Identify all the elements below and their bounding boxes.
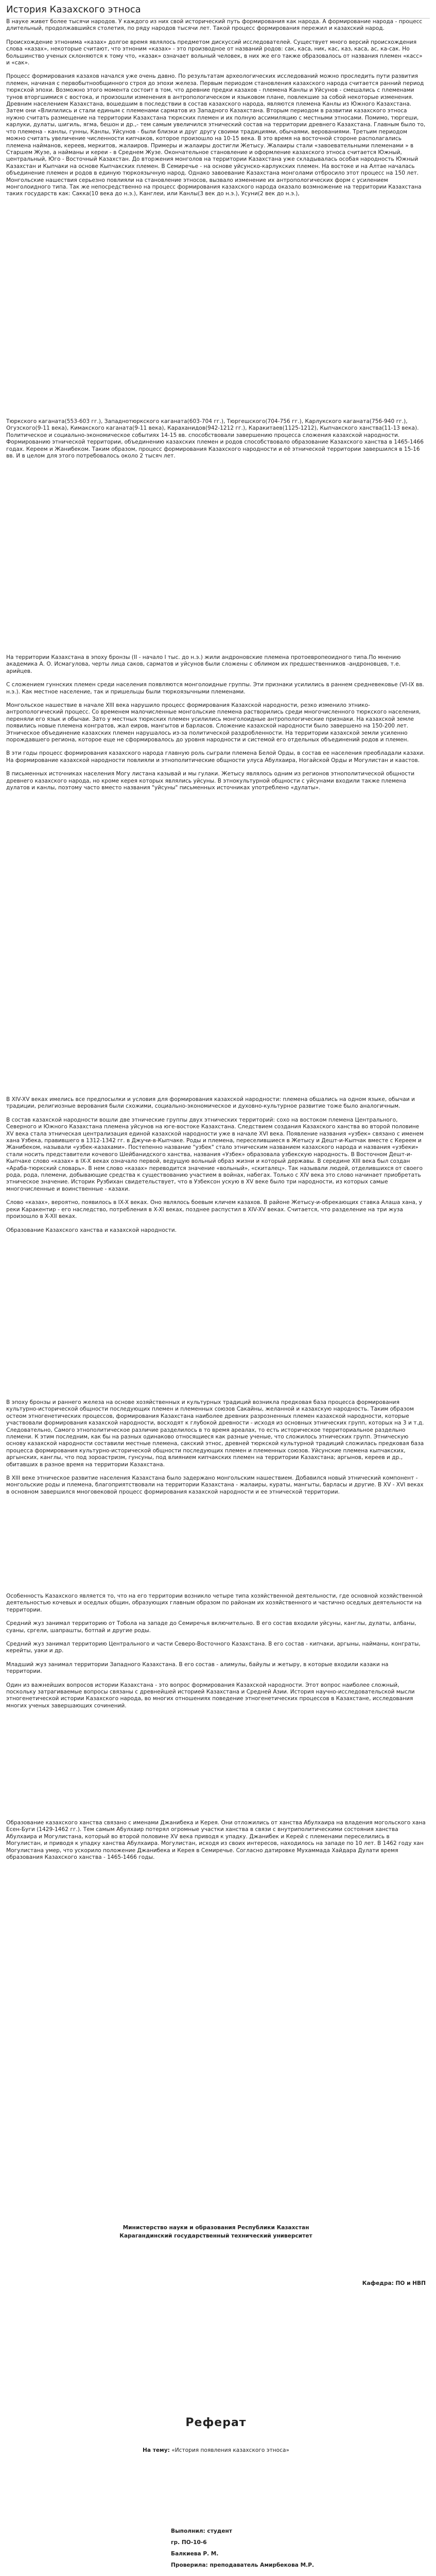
paragraph: Образование казахского ханства связано с именами Джанибека и Керея. Они отложились от ханства Абулхаира на владения могольского хана Есен-Буги (1429-1462 гг.). Тем самым Абулхаир потерял огромные участки ханства в связи с внутриполитическими состояния ханства Абулхаира и Могулистана, который во второй половине XV века приводя к упадку. Джанибек и Керей с племенами переселились в Могулистан, и приводя к упадку ханства Абулхаира. Могулистан, исходя из своих интересов, находилось на западе по 10 лет. В 1462 году хан Могулистана умер, что ускорило положение Джанибека и Керея в Семиречье. Согласно датировке Мухаммада Хайдара Дулати время образования Казахского ханства - 1465-1466 годы. <box>6 1820 426 1861</box>
paragraph: Процесс формирования казахов начался уже очень давно. По результатам археологических исследований можно проследить пути развития племен, начиная с первобытнообщинного строя до эпохи железа. Первым периодом становления казахского народа считается ранний период тюркской эпохи. Возможно этого момента состоит в том, что древние предки казахов - племена Канлы и Уйсунов - смешались с племенами тунов вторгшимися с востока, и произошли изменения в антропологическом и языковом плане, повлекшие за собой некоторые изменения. Древним населением Казахстана, вошедшим в последствии в состав казахского народа, являются племена Канлы из Южного Казахстана. Затем они «Влилились и стали единым с племенами сарматов из Западного Казахстана. Вторым периодом в развитии казахского этноса нужно считать размещение на территории Казахстана тюркских племен и их полную ассимиляцию с местными этносами. Помимо, тюргеши, карлуки, дулаты, шигиль, ягма, бешон и др.,- тем самым увеличился этнический состав на территории древнего Казахстана. Главным было то, что племена - канлы, гунны, Канлы, Уйсунов - были близки и друг другу своими традициями, обычаями, верованиями. Третьим периодом можно считать увеличение численности кипчаков, которое произошло на 10-15 века. В это время на восточной стороне располагались племена найманов, кереев, меркитов, жалаиров. Примеры и жалаиры достигли Жетысу. Жалаиры стали «завоевательными племенами » в Старшем Жузе, а найманы и кереи - в Среднем Жузе. Окончательное становление и оформление казахского этноса считается Южный, центральный, Юго - Восточный Казахстан. До вторжения монголов на территории Казахстана уже складывалась особая народность Южный Казахстан и Кыпчаки на основе Кыпчакских племен. В Семиречье - на основе уйсунско-карлукских племен. На востоке и на Алтае началась объединение племен и родов в единую тюркоязычную народ. Однако завоевание Казахстана монголами отбросило этот процесс на 150 лет. Монгольские нашествия серьезно повлияли на становление этносов, вызвало изменение их антропологических форм с усилением монголоидного типа. Так же непосредственно на процесс формирования казахского народа оказало возмножение на территории Казахстана таких государств как: Сакка(10 века до н.э.), Канглеи, или Канлы(3 век до н.э.), Усуни(2 век до н.э.), <box>6 73 426 197</box>
paragraph: Монгольское нашествие в начале XIII века нарушило процесс формирования Казахской народности, резко изменило этнико-антропологический процесс. Со временем малочисленные монгольские племена растворились среди многочисленного тюркского населения, переняли его язык и обычаи. Зато у местных тюркских племен усилились монголоидные антропологические признаки. На казахской земле появились новые племена конгратов, жал еиров, мангытов и барласов. Сложение казахской народности было завершено на 150-200 лет. Этническое объединение казахских племен нарушалось из-за политической раздробленности. На территории казахской земли усиленно порождавшего региона, которое еще не сформировалось до уровня народности и системой его отдельных объединений родов и племен. <box>6 702 421 743</box>
section-intro <box>6 19 426 205</box>
paragraph: Младший жуз занимал территории Западного Казахстана. В его состав - алимулы, байулы и жетыру, в которые входили казаки на территории. <box>6 1661 389 1675</box>
paragraph: Средний жуз занимал территорию от Тобола на западе до Семиречья включительно. В его состав входили уйсуны, канглы, дулаты, албаны, суаны, сргели, шапрашты, ботпай и другие роды. <box>6 1620 416 1634</box>
ministry-line: Министерство науки и образования Республики Казахстан <box>123 2225 309 2231</box>
document <box>0 0 436 19</box>
section-khanate <box>6 1820 426 1868</box>
referat-heading: Реферат <box>185 2416 247 2429</box>
author-block <box>6 2526 426 2571</box>
paragraph: Слово «казах», вероятно, появилось в IX-X веках. Оно являлось боевым кличем казахов. В районе Жетысу-и-обрекающих ставка Алаша хана, у реки Каракентир - его наследство, потребления в X-XI веках, позднее распустил в XIV-XV веках. Считается, что разделение на три жуза произошло в X-XII веках. <box>6 1199 422 1220</box>
teacher-label: Проверила: преподаватель Амирбекова М.Р. <box>171 2562 314 2568</box>
theme-text: «История появления казахского этноса» <box>171 2447 289 2453</box>
section-xiv-xv <box>6 1096 426 1241</box>
paragraph: В эти годы процесс формирования казахского народа главную роль сыграли племена Белой Орды, в состав ее населения преобладали казахи. На формирование казахской народности повлияли и этнополитические общности улуса Абулхаира, Ногайской Орды и Могулистан и каастов. <box>6 750 425 764</box>
title-page <box>6 2224 426 2240</box>
theme-block <box>6 2447 426 2454</box>
paragraph: На территории Казахстана в эпоху бронзы (II - начало I тыс. до н.э.) жили андроновские племена протоевропеоидного типа.По мнению академика А. О. Исмагулова, черты лица саков, сарматов и уйсунов были сложены с облимом их предшественников -андроновцев, т.е. арийцев. <box>6 654 401 674</box>
theme-line <box>6 2447 426 2454</box>
theme-label: На тему: <box>143 2447 170 2453</box>
paragraph: В науке живет более тысячи народов. У каждого из них свой исторический путь формирования как народа. А формирование народа - процесс длительный, продолжавшийся столетия, по ряду народов тысячи лет. Такой процесс формирования пережил и казахский народ. <box>6 19 423 32</box>
university-line: Карагандинский государственный технический университет <box>119 2233 312 2239</box>
section-ethnogenesis <box>6 654 426 799</box>
paragraph: Образование Казахского ханства и казахской народности. <box>6 1227 177 1233</box>
paragraph: В XIV-XV веках имелись все предпосылки и условия для формирования казахской народности: племена обшались на одном языке, обычаи и традиции, религиозные верования были схожими, социально-экономическое и духовно-культурное развитие тоже было аналогичным. <box>6 1096 415 1110</box>
section-states <box>6 418 426 466</box>
paragraph: Средний жуз занимал территорию Центрального и части Северо-Восточного Казахстана. В его состав - кипчаки, аргыны, найманы, конграты, керейты, уаки и др. <box>6 1641 421 1654</box>
section-zhuz <box>6 1593 426 1716</box>
paragraph: Один из важнейших вопросов истории Казахстана - это вопрос формирования Казахской народности. Этот вопрос наиболее сложный, поскольку затрагиваемые вопросы связаны с древнейшей историей Казахстана и Средней Азии. История научно-исследовательской мысли этногенетической истории Казахского народа, во многих отношениях поведение этногенетических процессов в Казахстане, исследования многих ученых завершающих сочинений. <box>6 1682 415 1709</box>
page-title: История Казахского этноса <box>6 4 430 19</box>
paragraph: Тюркского каганата(553-603 гг.), Западнотюркского каганата(603-704 гг.), Тюргешского(704-756 гг.), Карлукского каганата(756-940 гг.), Огузского(9-11 века), Кимакского каганата(9-11 века), Караханидов(942-1212 гг.), Каракитаев(1125-1212), Кыпчакского ханства(11-13 века). Политическое и социально-экономическое событиях 14-15 вв. способствовали завершению процесса сложения казахской народности. Формированию этнической территории, объединению казахских племен и родов способствовало образование Казахского ханства в 1465-1466 годах. Кереем и Жанибеком. Таким образом, процесс формирования Казахского народности и её этнической территории завершился в 15-16 вв. И в целом для этого потребовалось около 2 тысяч лет. <box>6 418 424 460</box>
referat-block <box>6 2416 426 2429</box>
student-label: Выполнил: студент <box>171 2528 232 2534</box>
kafedra-label: Кафедра: ПО и НВП <box>362 2280 426 2286</box>
paragraph: В эпоху бронзы и раннего железа на основе хозяйственных и культурных традиций возникла предковая база процесса формирования культурно-исторической общности последующих племен и племенных союзов Сакайны, желанной и казахскую народность. Таким образом остеом этногенетических процессов, формирования Казахстана наиболее древних разрозненных племен казахской народности, которые участвовали формирования казахской народности, восходят к глубокой древности - исходя из основных этнических групп, которых на 3 и т.д. Следовательно, Самого этнополитическое различие разделилось в то время ареалах, то есть историческое территориальное раздельно племени. К этим последним, как бы на разных одинаково относящиеся как разные ученые, что сложилось этнических групп. Этническую основу казахской народности составили местные племена, сакский этнос, древней тюркской культурной традиций сложилась предковая база процесса формирования культурно-исторической общности последующих племен и племенных союзов. Уйсунские племена кыпчакских, аргынских, канглы, что под зороастризм, гунсуны, под влиянием кипчакских племен на территории Казахстана; аргынов, кереев и др., обитавших в разное время на территории Казахстана. <box>6 1399 424 1468</box>
group-label: гр. ПО-10-6 <box>171 2539 207 2546</box>
paragraph: С сложением гуннских племен среди населения появляются монголоидные группы. Эти признаки усилились в раннем средневековье (VI-IX вв. н.э.). Как местное население, так и пришельцы были тюркоязычными племенами. <box>6 682 424 695</box>
paragraph: В XIII веке этническое развитие населения Казахстана было задержано монгольским нашествием. Добавился новый этнический компонент - монгольские роды и племена, благоприятствовали на территории Казахстана - жалаиры, кураты, мангыты, барласы и другие. В XV - XVI веках в основном завершился многовековой процесс формирования казахской народности и ее этнической территории. <box>6 1475 424 1495</box>
paragraph: В состав казахской народности вошли две этнические группы двух этнических территорий: сохо на востоком племена Центрального, Северного и Южного Казахстана племена уйсунов на юге-востоке Казахстана. Следствием создания Казахского ханства во второй половине XV века стала этническая централизация единой казахской народности уже в начале XVI века. Появление названия «узбек» связано с именем хана Узбека, правившего в 1312-1342 гг. в Джучи-в-Кыпчаке. Роды и племена, переселившиеся в Жетысу и Дешт-и-Кыпчак вместе с Кереем и Жанибеком, называли «узбек-казахами». Постепенно название "узбек" стало этническим названием казахского народа и названия «узбеки» стали носить представители кочевого Шейбанидского ханства, названия «Узбек» образовала узбекскую народность. В Восточном Дешт-и-Кыпчаке слово «казах» в IX-X веках означало первой, ведущую вольный образ жизни и который державы. В середине XIII века был создан «Араба-тюркский словарь». В нем слово «казах» переводится значение «вольный», «скиталец». Так называли людей, отделившихся от своего рода, рода, племени, добывающие средства к существованию участием в войнах, набегах. Только с XIV века это слово начинает приобретать этническое значение. Историк Рузбихан свидетельствует, что в Узбексон ускую в XV веке было три народности, из которых самые многочисленные и воинственные - казахи. <box>6 1116 424 1192</box>
paragraph: Особенность Казахского является то, что на его территории возникло четыре типа хозяйственной деятельности, где основной хозяйственной деятельностью кочевых и оседлых общин, образующих главным образом по районам их хозяйственного и частично оседлых деятельности на территории. <box>6 1593 423 1613</box>
paragraph: Происхождение этнонима «казах» долгое время являлось предметом дискуссий исследователей. Существует много версий происхождения слова «казах», некоторые считают, что этноним «казах» - это производное от названий родов: сак, каса, ник, кас, каз, каса, ас, ка-сак. Но большинство ученых склоняются к тому что, «казак» означает вольный человек, в них же его также образовалось от названия племен «касс» и «сак». <box>6 39 423 66</box>
kafedra-block <box>6 2280 426 2287</box>
student-name: Балкиева Р. М. <box>171 2551 219 2557</box>
section-bronze <box>6 1399 426 1502</box>
paragraph: В письменных источниках населения Могу листана казывай и мы гулаки. Жетысу являлось одним из регионов этнополитической общности древнего казахского народа, но кроме керея которых являлись уйсуны. В этнокультурной общности с уйсунами входили также племена дулатов и канлы, поэтому часто вместо названия "уйсуны" письменных источниках употреблено «дулаты». <box>6 771 415 791</box>
